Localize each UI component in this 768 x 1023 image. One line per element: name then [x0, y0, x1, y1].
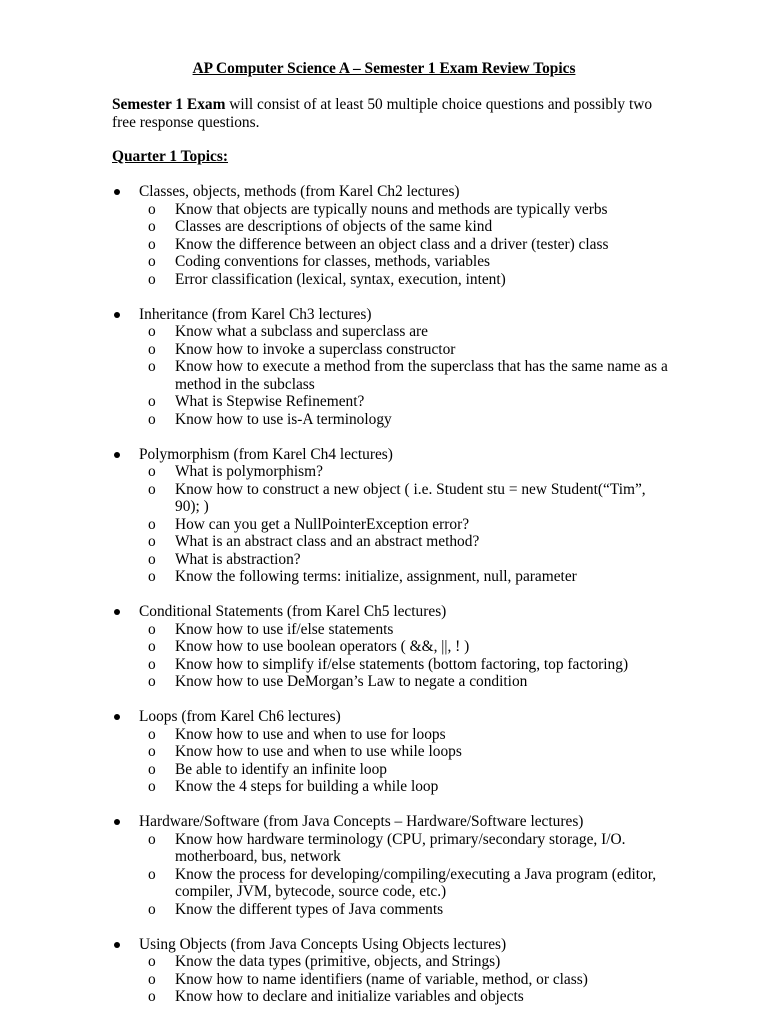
list-item-text: Know how to use and when to use while loops — [175, 743, 462, 760]
list-item-text: Know how to use is-A terminology — [175, 410, 392, 428]
list-item — [112, 463, 672, 481]
topic-section — [112, 708, 672, 796]
list-item-text: Know the following terms: initialize, assignment, null, parameter — [175, 568, 577, 585]
sub-bullet-icon: o — [148, 673, 156, 690]
sub-bullet-icon: o — [148, 463, 156, 480]
intro-text: will consist of at least 50 multiple choice questions and possibly two free response questions. — [112, 96, 653, 131]
topic-heading-text: Using Objects (from Java Concepts Using Objects lectures) — [139, 935, 507, 953]
sub-bullet-icon: o — [148, 830, 156, 848]
list-item — [112, 253, 672, 271]
sub-bullet-icon: o — [148, 410, 156, 428]
list-item — [112, 971, 672, 989]
intro-paragraph — [112, 96, 672, 131]
sub-bullet-icon: o — [148, 533, 156, 550]
sub-bullet-icon: o — [148, 778, 156, 795]
list-item — [112, 743, 672, 761]
list-item — [112, 901, 672, 919]
sub-bullet-icon: o — [148, 568, 156, 585]
topic-list — [112, 183, 672, 1023]
bullet-icon — [114, 819, 120, 825]
list-item — [112, 988, 672, 1006]
list-item-text: Be able to identify an infinite loop — [175, 760, 387, 778]
topic-heading — [112, 813, 672, 831]
list-item-text: What is Stepwise Refinement? — [175, 393, 365, 410]
topic-section — [112, 183, 672, 288]
list-item-text: Know how to use and when to use for loops — [175, 725, 446, 743]
list-item — [112, 953, 672, 971]
topic-section — [112, 936, 672, 1006]
list-item-text: Know how to invoke a superclass constructor — [175, 340, 456, 358]
list-item — [112, 761, 672, 779]
list-item — [112, 726, 672, 744]
bullet-icon — [114, 312, 120, 318]
intro-bold: Semester 1 Exam — [112, 96, 226, 113]
list-item-text: Know what a subclass and superclass are — [175, 323, 429, 340]
sub-bullet-icon: o — [148, 358, 156, 375]
sub-bullet-icon: o — [148, 865, 156, 883]
document-title: AP Computer Science A – Semester 1 Exam Review Topics — [192, 60, 576, 77]
list-item-text: How can you get a NullPointerException error? — [175, 515, 470, 533]
list-item — [112, 621, 672, 639]
bullet-icon — [114, 609, 120, 615]
sub-bullet-icon: o — [148, 253, 156, 270]
sub-bullet-icon: o — [148, 200, 156, 218]
sub-bullet-icon: o — [148, 270, 156, 288]
topic-heading-text: Conditional Statements (from Karel Ch5 lectures) — [139, 603, 447, 620]
list-item — [112, 236, 672, 254]
topic-heading — [112, 603, 672, 621]
sub-bullet-icon: o — [148, 480, 156, 498]
list-item — [112, 481, 672, 516]
topic-heading-text: Classes, objects, methods (from Karel Ch2 lectures) — [139, 183, 460, 200]
list-item — [112, 831, 672, 866]
list-item-text: What is polymorphism? — [175, 463, 323, 480]
list-item-text: Know that objects are typically nouns and methods are typically verbs — [175, 200, 608, 218]
list-item — [112, 778, 672, 796]
quarter-heading: Quarter 1 Topics: — [112, 148, 229, 165]
sub-bullet-icon: o — [148, 953, 156, 970]
list-item-text: Know how to construct a new object ( i.e. Student stu = new Student(“Tim”, 90); ) — [175, 480, 646, 515]
sub-bullet-icon: o — [148, 988, 156, 1005]
topic-heading-text: Loops (from Karel Ch6 lectures) — [139, 708, 341, 725]
bullet-icon — [114, 714, 120, 720]
sub-bullet-icon: o — [148, 655, 156, 673]
bullet-icon — [114, 189, 120, 195]
list-item-text: Know how hardware terminology (CPU, primary/secondary storage, I/O. motherboard, bus, network — [175, 830, 626, 865]
list-item-text: Know the process for developing/compiling/executing a Java program (editor, compiler, JVM, bytecode, source code, etc.) — [175, 865, 657, 900]
list-item-text: Know how to execute a method from the superclass that has the same name as a method in the subclass — [175, 358, 668, 393]
topic-section — [112, 446, 672, 586]
list-item-text: Know how to use boolean operators ( &&, ||, ! ) — [175, 638, 470, 655]
topic-heading — [112, 446, 672, 464]
list-item — [112, 393, 672, 411]
topic-heading — [112, 306, 672, 324]
sub-bullet-icon: o — [148, 393, 156, 410]
topic-heading-text: Polymorphism (from Karel Ch4 lectures) — [139, 445, 393, 463]
sub-bullet-icon: o — [148, 900, 156, 918]
list-item-text: Know the difference between an object class and a driver (tester) class — [175, 235, 609, 253]
list-item-text: Know how to simplify if/else statements (bottom factoring, top factoring) — [175, 655, 629, 673]
list-item-text: Know how to declare and initialize variables and objects — [175, 988, 524, 1005]
topic-section — [112, 603, 672, 691]
sub-bullet-icon: o — [148, 743, 156, 760]
topic-heading-text: Inheritance (from Karel Ch3 lectures) — [139, 305, 372, 323]
sub-bullet-icon: o — [148, 620, 156, 638]
list-item — [112, 866, 672, 901]
list-item — [112, 551, 672, 569]
sub-bullet-icon: o — [148, 970, 156, 988]
sub-bullet-icon: o — [148, 515, 156, 533]
list-item — [112, 638, 672, 656]
list-item-text: Error classification (lexical, syntax, execution, intent) — [175, 270, 506, 288]
list-item — [112, 533, 672, 551]
sub-bullet-icon: o — [148, 235, 156, 253]
topic-section — [112, 813, 672, 918]
sub-bullet-icon: o — [148, 550, 156, 568]
topic-heading — [112, 183, 672, 201]
sub-bullet-icon: o — [148, 760, 156, 778]
list-item — [112, 516, 672, 534]
list-item-text: Know the different types of Java comments — [175, 900, 444, 918]
topic-heading — [112, 708, 672, 726]
list-item-text: Know the 4 steps for building a while loop — [175, 778, 439, 795]
list-item-text: Know the data types (primitive, objects, and Strings) — [175, 953, 501, 970]
list-item-text: Know how to name identifiers (name of variable, method, or class) — [175, 970, 588, 988]
list-item-text: Know how to use if/else statements — [175, 620, 394, 638]
sub-bullet-icon: o — [148, 218, 156, 235]
list-item — [112, 323, 672, 341]
list-item — [112, 411, 672, 429]
list-item — [112, 341, 672, 359]
sub-bullet-icon: o — [148, 323, 156, 340]
list-item-text: Classes are descriptions of objects of the same kind — [175, 218, 493, 235]
list-item — [112, 358, 672, 393]
list-item-text: Coding conventions for classes, methods, variables — [175, 253, 491, 270]
bullet-icon — [114, 942, 120, 948]
list-item — [112, 201, 672, 219]
list-item-text: What is an abstract class and an abstract method? — [175, 533, 480, 550]
list-item — [112, 656, 672, 674]
list-item — [112, 271, 672, 289]
list-item — [112, 568, 672, 586]
list-item — [112, 218, 672, 236]
topic-section — [112, 306, 672, 429]
list-item-text: What is abstraction? — [175, 550, 301, 568]
list-item — [112, 673, 672, 691]
topic-heading — [112, 936, 672, 954]
topic-heading-text: Hardware/Software (from Java Concepts – Hardware/Software lectures) — [139, 813, 584, 830]
sub-bullet-icon: o — [148, 340, 156, 358]
list-item-text: Know how to use DeMorgan’s Law to negate a condition — [175, 673, 528, 690]
sub-bullet-icon: o — [148, 638, 156, 655]
bullet-icon — [114, 452, 120, 458]
sub-bullet-icon: o — [148, 725, 156, 743]
